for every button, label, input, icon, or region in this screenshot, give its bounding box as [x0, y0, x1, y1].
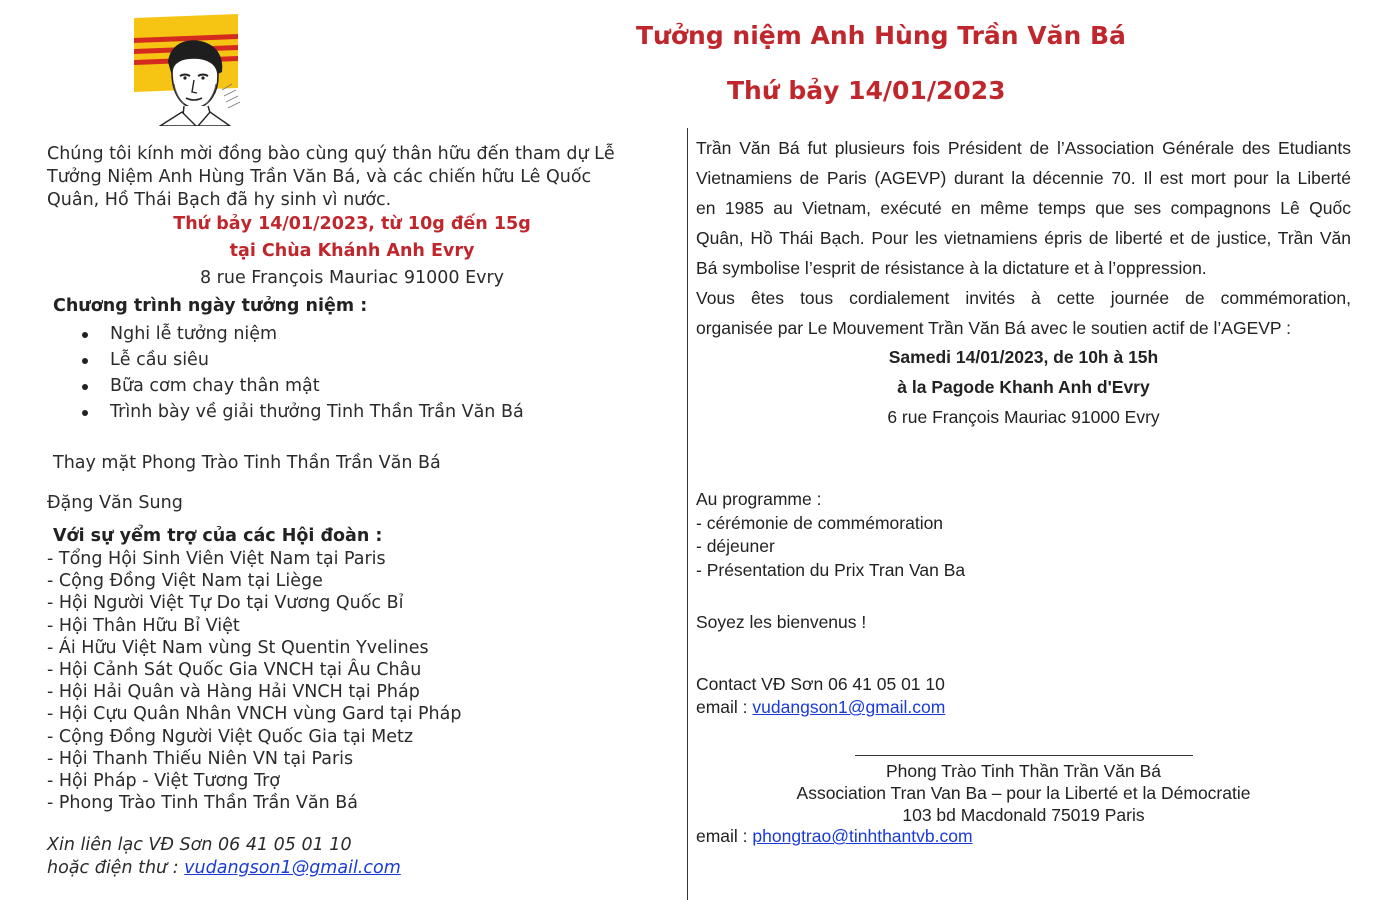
portrait-illustration — [134, 14, 252, 126]
list-item: - Hội Thân Hữu Bỉ Việt — [47, 615, 240, 636]
vn-intro-paragraph: Chúng tôi kính mời đồng bào cùng quý thân hữu đến tham dự Lễ Tưởng Niệm Anh Hùng Trần Văn Bá, và các chiến hữu Lê Quốc Quân, Hồ Thái Bạch đã hy sinh vì nước. — [47, 144, 615, 210]
fr-contact — [696, 673, 945, 719]
list-item: - Ái Hữu Việt Nam vùng St Quentin Yvelines — [47, 637, 429, 658]
page-title: Tưởng niệm Anh Hùng Trần Văn Bá — [636, 21, 1126, 50]
fr-paragraph-line: Bá symbolise l’esprit de résistance à la dictature et à l’oppression. — [696, 258, 1207, 278]
fr-event-date: Samedi 14/01/2023, de 10h à 15h — [888, 347, 1159, 367]
list-item: - Cộng Đồng Người Việt Quốc Gia tại Metz — [47, 726, 414, 747]
fr-contact-phone: Contact VĐ Sơn 06 41 05 01 10 — [696, 674, 945, 694]
fr-program — [696, 488, 965, 582]
portrait-with-flag-icon — [134, 14, 252, 126]
vn-contact-email-line — [47, 857, 401, 880]
signature-line: 103 bd Macdonald 75019 Paris — [902, 805, 1145, 825]
list-item: Lễ cầu siêu — [0, 349, 524, 375]
vn-contact-email-label: hoặc điện thư : — [47, 858, 185, 878]
list-item: - Hội Thanh Thiếu Niên VN tại Paris — [47, 748, 354, 769]
fr-paragraph-line: en 1985 au Vietnam, exécuté en même temps que ses compagnons Lê Quốc — [696, 198, 1351, 218]
fr-org-email-link[interactable]: phongtrao@tinhthantvb.com — [752, 826, 973, 846]
list-item: - Tổng Hội Sinh Viên Việt Nam tại Paris — [47, 549, 386, 569]
fr-contact-email-line — [696, 696, 945, 719]
list-item: - Phong Trào Tinh Thần Trần Văn Bá — [47, 793, 358, 814]
vn-contact-email-link[interactable]: vudangson1@gmail.com — [184, 858, 401, 878]
vn-program-list — [0, 323, 524, 427]
vn-support-title: Với sự yểm trợ của các Hội đoàn : — [53, 526, 383, 546]
signature-line: Association Tran Van Ba – pour la Liberté et la Démocratie — [796, 783, 1251, 803]
vn-event-date: Thứ bảy 14/01/2023, từ 10g đến 15g — [173, 214, 531, 234]
fr-intro-paragraph — [696, 133, 1351, 343]
fr-paragraph-line: Vietnamiens de Paris (AGEVP) durant la décennie 70. Il est mort pour la Liberté — [696, 168, 1351, 188]
fr-paragraph-line: organisée par Le Mouvement Trần Văn Bá avec le soutien actif de l’AGEVP : — [696, 318, 1292, 338]
vn-contact-phone: Xin liên lạc VĐ Sơn 06 41 05 01 10 — [47, 835, 352, 855]
list-item: - Hội Hải Quân và Hàng Hải VNCH tại Pháp — [47, 682, 420, 703]
vn-event-venue: tại Chùa Khánh Anh Evry — [229, 241, 475, 261]
fr-org-email-line — [696, 826, 973, 847]
list-item: - Cộng Đồng Việt Nam tại Liège — [47, 571, 323, 592]
list-item: - Hội Người Việt Tự Do tại Vương Quốc Bỉ — [47, 593, 404, 614]
list-item: - Hội Pháp - Việt Tương Trợ — [47, 770, 280, 791]
fr-welcome: Soyez les bienvenus ! — [696, 612, 867, 632]
list-item: - cérémonie de commémoration — [696, 512, 944, 533]
page-subtitle: Thứ bảy 14/01/2023 — [727, 76, 1006, 105]
vn-signatory: Đặng Văn Sung — [47, 493, 183, 513]
vn-program-title: Chương trình ngày tưởng niệm : — [53, 296, 368, 316]
fr-paragraph-line: Vous êtes tous cordialement invités à cette journée de commémoration, — [696, 288, 1351, 308]
vn-event-address: 8 rue François Mauriac 91000 Evry — [199, 268, 505, 288]
fr-contact-email-link[interactable]: vudangson1@gmail.com — [752, 697, 946, 717]
fr-paragraph-line: Trần Văn Bá fut plusieurs fois Président de l’Association Générale des Etudiants — [696, 138, 1351, 158]
fr-org-email-label: email : — [696, 826, 753, 846]
list-item: Bữa cơm chay thân mật — [0, 375, 524, 401]
vn-representative: Thay mặt Phong Trào Tinh Thần Trần Văn Bá — [53, 453, 441, 473]
signature-line: Phong Trào Tinh Thần Trần Văn Bá — [885, 761, 1161, 781]
fr-program-title: Au programme : — [696, 489, 822, 509]
fr-event-address: 6 rue François Mauriac 91000 Evry — [887, 407, 1160, 427]
fr-signature — [696, 760, 1351, 826]
list-item: Trình bày về giải thưởng Tinh Thần Trần Văn Bá — [0, 401, 524, 427]
list-item: - Hội Cựu Quân Nhân VNCH vùng Gard tại Pháp — [47, 704, 462, 725]
signature-divider — [855, 755, 1193, 756]
fr-paragraph-line: Quân, Hồ Thái Bạch. Pour les vietnamiens épris de liberté et de justice, Trần Văn — [696, 228, 1351, 248]
list-item: - déjeuner — [696, 536, 775, 556]
list-item: Nghi lễ tưởng niệm — [0, 323, 524, 349]
list-item: - Hội Cảnh Sát Quốc Gia VNCH tại Âu Châu — [47, 659, 422, 680]
column-divider — [687, 128, 688, 900]
vn-contact — [47, 834, 401, 880]
vn-organization-list — [47, 548, 461, 814]
fr-event-venue: à la Pagode Khanh Anh d'Evry — [897, 377, 1150, 397]
list-item: - Présentation du Prix Tran Van Ba — [696, 559, 966, 580]
fr-contact-email-label: email : — [696, 697, 753, 717]
